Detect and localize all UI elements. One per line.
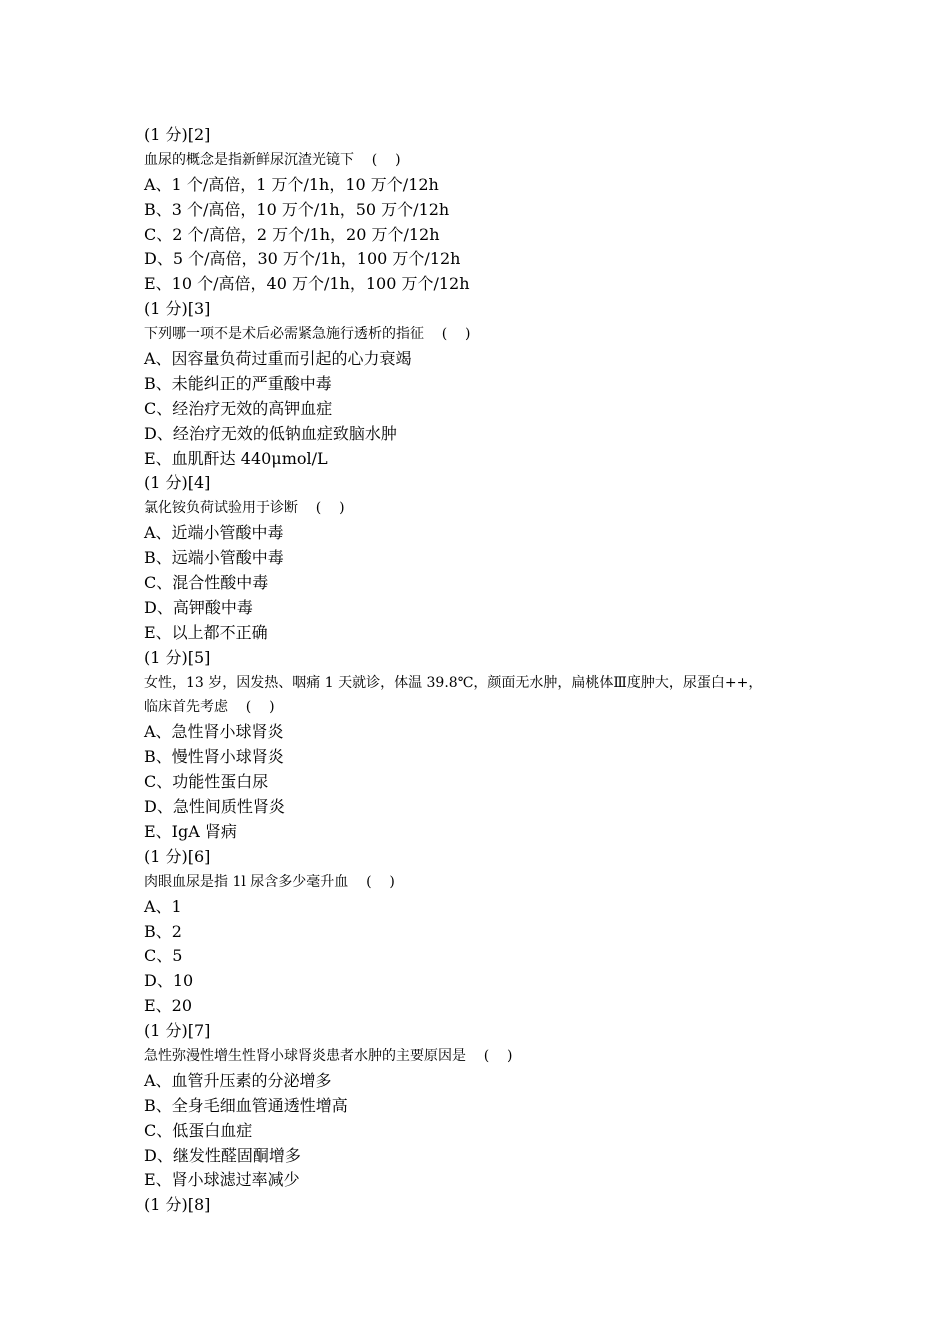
answer-option: D、10	[144, 971, 194, 991]
question-text: 急性弥漫性增生性肾小球肾炎患者水肿的主要原因是 ( )	[144, 1047, 513, 1064]
answer-option: D、5 个/高倍，30 万个/1h，100 万个/12h	[144, 249, 461, 269]
answer-option: E、以上都不正确	[144, 622, 268, 642]
answer-option: D、高钾酸中毒	[144, 597, 253, 617]
answer-option: A、1	[144, 896, 182, 916]
answer-option: B、全身毛细血管通透性增高	[144, 1095, 348, 1115]
answer-option: B、2	[144, 921, 182, 941]
answer-option: A、1 个/高倍，1 万个/1h，10 万个/12h	[144, 174, 439, 194]
question-text: 肉眼血尿是指 1l 尿含多少毫升血 ( )	[144, 873, 395, 890]
score-marker: (1 分)[7]	[144, 1021, 211, 1041]
answer-option: A、急性肾小球肾炎	[144, 722, 284, 742]
score-marker: (1 分)[8]	[144, 1195, 211, 1215]
answer-option: C、2 个/高倍，2 万个/1h，20 万个/12h	[144, 224, 440, 244]
answer-option: C、低蛋白血症	[144, 1120, 253, 1140]
question-text: 下列哪一项不是术后必需紧急施行透析的指征 ( )	[144, 326, 471, 343]
score-marker: (1 分)[4]	[144, 473, 211, 493]
document-page	[144, 123, 844, 1218]
answer-option: B、慢性肾小球肾炎	[144, 747, 284, 767]
question-text: 氯化铵负荷试验用于诊断 ( )	[144, 500, 345, 517]
answer-option: A、血管升压素的分泌增多	[144, 1070, 332, 1090]
answer-option: E、10 个/高倍，40 万个/1h，100 万个/12h	[144, 274, 470, 294]
answer-option: B、3 个/高倍，10 万个/1h，50 万个/12h	[144, 199, 450, 219]
answer-option: A、近端小管酸中毒	[144, 523, 284, 543]
question-text: 临床首先考虑 ( )	[144, 699, 275, 716]
answer-option: D、继发性醛固酮增多	[144, 1145, 301, 1165]
answer-option: B、未能纠正的严重酸中毒	[144, 373, 332, 393]
answer-option: B、远端小管酸中毒	[144, 548, 284, 568]
answer-option: C、5	[144, 946, 183, 966]
question-text: 血尿的概念是指新鲜尿沉渣光镜下 ( )	[144, 151, 401, 168]
question-text: 女性，13 岁，因发热、咽痛 1 天就诊，体温 39.8℃，颜面无水肿，扁桃体Ⅲ度肿大，尿蛋白++，	[144, 674, 763, 691]
answer-option: D、急性间质性肾炎	[144, 797, 285, 817]
answer-option: A、因容量负荷过重而引起的心力衰竭	[144, 349, 412, 369]
score-marker: (1 分)[5]	[144, 647, 211, 667]
score-marker: (1 分)[3]	[144, 299, 211, 319]
answer-option: E、血肌酐达 440μmol/L	[144, 448, 328, 468]
answer-option: D、经治疗无效的低钠血症致脑水肿	[144, 423, 397, 443]
answer-option: E、肾小球滤过率减少	[144, 1170, 300, 1190]
answer-option: E、IgA 肾病	[144, 821, 237, 841]
answer-option: E、20	[144, 996, 193, 1016]
score-marker: (1 分)[6]	[144, 846, 211, 866]
score-marker: (1 分)[2]	[144, 125, 211, 144]
answer-option: C、功能性蛋白尿	[144, 772, 269, 792]
answer-option: C、混合性酸中毒	[144, 573, 269, 593]
answer-option: C、经治疗无效的高钾血症	[144, 398, 333, 418]
